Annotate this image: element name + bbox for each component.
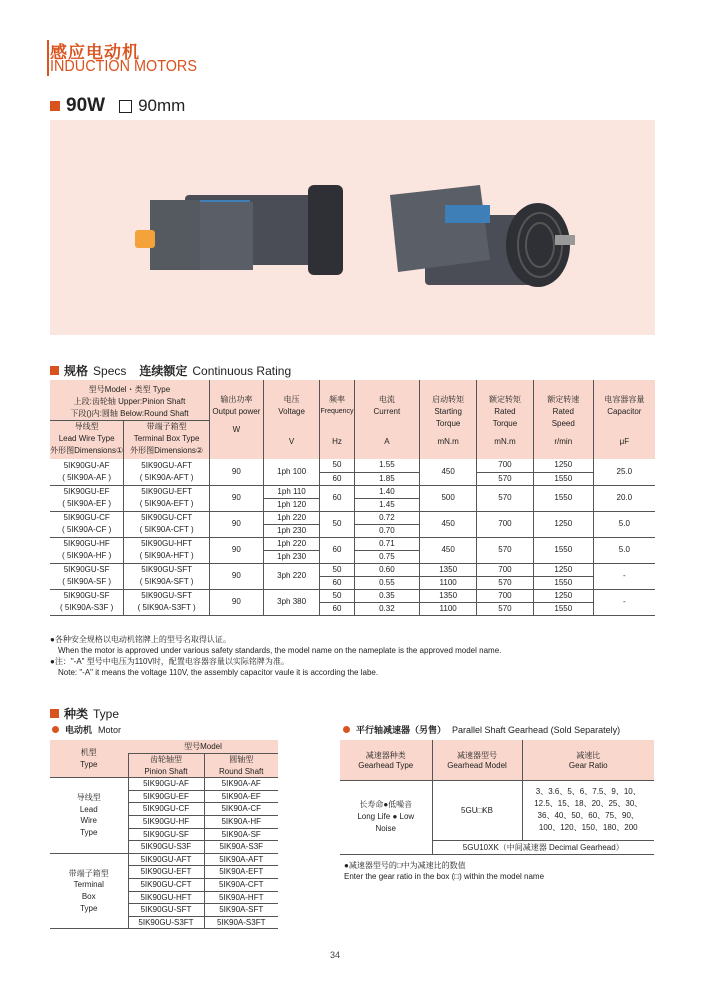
spec-lead-pinion: 5IK90GU-SF: [63, 591, 110, 600]
header-accent-bar: [47, 40, 49, 76]
spec-row: [50, 485, 655, 498]
spec-cell-power: 90: [209, 511, 263, 537]
header-title-en: INDUCTION MOTORS: [50, 58, 197, 75]
spec-cell-frequency: 60: [320, 576, 354, 589]
spec-cell-terminal: [124, 511, 210, 537]
specs-section-heading: [50, 362, 291, 379]
spec-cell-capacitor: 5.0: [593, 537, 655, 563]
model-power: 90W: [66, 95, 106, 116]
square-bullet-icon: [50, 366, 59, 375]
type-section-heading: [50, 705, 119, 722]
spec-table: [50, 380, 655, 616]
page-number: 34: [330, 950, 341, 960]
spec-header-model: 型号Model・类型 Type 上段:齿轮轴 Upper:Pinion Shaft 下段()内:圆轴 Below:Round Shaft: [50, 380, 209, 421]
spec-cell-rated-speed: 1550: [533, 576, 593, 589]
spec-cell-capacitor: 5.0: [593, 511, 655, 537]
spec-lead-pinion: 5IK90GU-SF: [63, 565, 110, 574]
spec-lead-round: ( 5IK90A-SF ): [62, 577, 112, 586]
spec-header-col-frequency: 频率 Frequency Hz: [320, 380, 354, 459]
motor-type-en: Wire: [80, 816, 97, 826]
spec-terminal-pinion: 5IK90GU-SFT: [141, 565, 192, 574]
gear-model-cell: 5GU□KB: [432, 780, 522, 840]
square-frame-icon: [119, 100, 132, 113]
spec-cell-rated-torque: 700: [477, 459, 534, 472]
spec-terminal-round: ( 5IK90A-CFT ): [139, 525, 194, 534]
spec-lead-round: ( 5IK90A-HF ): [61, 551, 112, 560]
type-title-cn: 种类: [64, 707, 89, 721]
spec-cell-rated-speed: 1550: [533, 472, 593, 485]
spec-cell-voltage: 1ph 220: [263, 511, 320, 524]
spec-cell-frequency: 50: [320, 563, 354, 576]
spec-body: [50, 459, 655, 615]
spec-header: [50, 380, 655, 459]
motor-pinion-model: 5IK90GU-S3F: [128, 841, 204, 854]
dot-bullet-icon: [343, 726, 350, 733]
motor-header-round: 圆轴型 Round Shaft: [204, 754, 278, 778]
spec-cell-starting-torque: 1100: [420, 602, 477, 615]
motor-type-cell: [50, 778, 128, 854]
spec-cell-frequency: 60: [320, 602, 354, 615]
gear-decimal-cell: 5GU10XK（中间减速器 Decimal Gearhead）: [432, 840, 654, 854]
spec-terminal-round: ( 5IK90A-SFT ): [139, 577, 194, 586]
spec-cell-voltage: 1ph 110: [263, 485, 320, 498]
spec-terminal-round: ( 5IK90A-AFT ): [139, 472, 194, 482]
note-line: ●各种安全规格以电动机铭牌上的型号名取得认证。: [50, 635, 231, 644]
motor-type-en: Box: [81, 892, 96, 902]
spec-cell-frequency: 50: [320, 511, 354, 537]
rating-title-cn: 连续额定: [139, 364, 188, 378]
motor-round-model: 5IK90A-AFT: [204, 853, 278, 866]
gear-note: ●减速器型号的□中为减速比的数值 Enter the gear ratio in the box (□) within the model name: [344, 861, 545, 881]
spec-terminal-pinion: 5IK90GU-AFT: [141, 460, 192, 470]
spec-terminal-pinion: 5IK90GU-CFT: [141, 513, 193, 522]
table-row: [50, 853, 278, 866]
spec-cell-rated-speed: 1250: [533, 459, 593, 472]
spec-cell-lead: [50, 485, 124, 511]
spec-cell-rated-speed: 1550: [533, 537, 593, 563]
gearhead-subheading: 平行轴减速器（另售） Parallel Shaft Gearhead (Sold Separately): [343, 723, 620, 736]
motor-type-cn: 导线型: [76, 793, 101, 803]
gear-type-cell: 长寿命●低噪音 Long Life ● Low Noise: [340, 780, 432, 854]
spec-cell-rated-speed: 1550: [533, 485, 593, 511]
spec-cell-starting-torque: 1350: [420, 563, 477, 576]
spec-cell-voltage: 3ph 220: [263, 563, 320, 589]
motor-round-model: 5IK90A-EF: [204, 790, 278, 803]
spec-cell-starting-torque: 500: [420, 485, 477, 511]
motor-round-model: 5IK90A-AF: [204, 778, 278, 791]
spec-cell-terminal: [124, 459, 210, 485]
spec-cell-frequency: 60: [320, 537, 354, 563]
spec-header-col-starting-torque: 启动转矩 Starting Torque mN.m: [420, 380, 477, 459]
spec-cell-lead: [50, 589, 124, 615]
spec-header-col-rated-torque: 额定转矩 Rated Torque mN.m: [477, 380, 534, 459]
spec-cell-frequency: 60: [320, 485, 354, 511]
motor-pinion-model: 5IK90GU-EF: [128, 790, 204, 803]
motor-round-model: 5IK90A-SF: [204, 828, 278, 841]
spec-cell-current: 0.35: [354, 589, 420, 602]
spec-row: [50, 511, 655, 524]
spec-lead-pinion: 5IK90GU-HF: [63, 539, 110, 548]
motor-type-en: Terminal: [73, 880, 104, 890]
square-bullet-icon: [50, 101, 60, 111]
rating-title-en: Continuous Rating: [192, 363, 292, 378]
motor-pinion-model: 5IK90GU-EFT: [128, 866, 204, 879]
spec-cell-frequency: 50: [320, 459, 354, 472]
spec-cell-terminal: [124, 563, 210, 589]
spec-cell-current: 1.55: [354, 459, 420, 472]
spec-row: [50, 563, 655, 576]
spec-header-col-power: 输出功率 Output power W: [209, 380, 263, 459]
spec-cell-current: 1.45: [354, 498, 420, 511]
spec-cell-rated-speed: 1250: [533, 589, 593, 602]
gear-header-model: 减速器型号 Gearhead Model: [432, 740, 522, 780]
spec-row: [50, 537, 655, 550]
dot-bullet-icon: [52, 726, 59, 733]
gear-header-type: 减速器种类 Gearhead Type: [340, 740, 432, 780]
motor-round-model: 5IK90A-CF: [204, 803, 278, 816]
spec-cell-lead: [50, 459, 124, 485]
motor-round-model: 5IK90A-CFT: [204, 878, 278, 891]
spec-cell-rated-speed: 1250: [533, 511, 593, 537]
spec-cell-starting-torque: 1350: [420, 589, 477, 602]
motor-header-model: 型号Model: [128, 740, 278, 754]
product-photo: [50, 120, 655, 335]
spec-lead-round: ( 5IK90A-EF ): [62, 499, 112, 508]
note-line: Note: "-A" it means the voltage 110V, the assembly capacitor vaule it is according the labe.: [58, 668, 379, 677]
spec-cell-lead: [50, 537, 124, 563]
motor-type-table: [50, 740, 278, 929]
motor-pinion-model: 5IK90GU-SF: [128, 828, 204, 841]
spec-cell-voltage: 1ph 220: [263, 537, 320, 550]
spec-cell-current: 0.55: [354, 576, 420, 589]
spec-cell-rated-torque: 700: [477, 589, 534, 602]
motor-header-type: 机型 Type: [50, 740, 128, 778]
motor-type-en: Type: [80, 828, 98, 838]
spec-header-col-capacitor: 电容器容量 Capacitor μF: [593, 380, 655, 459]
spec-terminal-pinion: 5IK90GU-EFT: [141, 487, 192, 496]
spec-cell-current: 0.72: [354, 511, 420, 524]
motor-pinion-model: 5IK90GU-CFT: [128, 878, 204, 891]
motor-pinion-model: 5IK90GU-AFT: [128, 853, 204, 866]
spec-lead-pinion: 5IK90GU-CF: [63, 513, 110, 522]
spec-cell-terminal: [124, 589, 210, 615]
header-title-cn: 感应电动机: [50, 43, 140, 62]
motor-pinion-model: 5IK90GU-SFT: [128, 904, 204, 917]
spec-cell-voltage: 1ph 230: [263, 524, 320, 537]
motor-pinion-model: 5IK90GU-CF: [128, 803, 204, 816]
spec-cell-starting-torque: 450: [420, 459, 477, 485]
note-line: ●注："-A" 型号中电压为110V时，配置电容器容量以实际铭牌为准。: [50, 657, 289, 666]
spec-cell-capacitor: -: [593, 589, 655, 615]
spec-cell-starting-torque: 450: [420, 511, 477, 537]
spec-cell-current: 1.85: [354, 472, 420, 485]
gear-ratio-cell: 3、3.6、5、6、7.5、9、10、 12.5、15、18、20、25、30、 36、40、50、60、75、90、 100、120、150、180、200: [522, 780, 654, 840]
motor-type-cn: 带端子箱型: [68, 868, 109, 878]
model-frame-size: 90mm: [138, 96, 186, 115]
spec-cell-voltage: 1ph 230: [263, 550, 320, 563]
spec-cell-rated-torque: 570: [477, 537, 534, 563]
spec-lead-pinion: 5IK90GU-EF: [63, 487, 110, 496]
spec-terminal-pinion: 5IK90GU-HFT: [141, 539, 193, 548]
spec-header-lead: 导线型 Lead Wire Type 外形图Dimensions①: [50, 421, 124, 460]
spec-cell-capacitor: 20.0: [593, 485, 655, 511]
spec-cell-power: 90: [209, 537, 263, 563]
spec-header-col-voltage: 电压 Voltage V: [263, 380, 320, 459]
motor-pinion-model: 5IK90GU-HF: [128, 815, 204, 828]
gear-header-ratio: 减速比 Gear Ratio: [522, 740, 654, 780]
spec-cell-terminal: [124, 537, 210, 563]
spec-cell-rated-speed: 1250: [533, 563, 593, 576]
spec-cell-current: 1.40: [354, 485, 420, 498]
motor-round-model: 5IK90A-HF: [204, 815, 278, 828]
spec-cell-rated-torque: 570: [477, 602, 534, 615]
spec-terminal-round: ( 5IK90A-HFT ): [139, 551, 194, 560]
spec-notes: [50, 634, 501, 678]
spec-cell-power: 90: [209, 563, 263, 589]
spec-cell-rated-torque: 570: [477, 576, 534, 589]
specs-title-cn: 规格: [64, 364, 89, 378]
motor-subheading: 电动机 Motor: [52, 723, 121, 736]
spec-terminal-pinion: 5IK90GU-SFT: [141, 591, 192, 600]
spec-lead-pinion: 5IK90GU-AF: [63, 460, 110, 470]
motor-round-model: 5IK90A-HFT: [204, 891, 278, 904]
motor-illustration: [50, 120, 655, 335]
spec-header-col-rated-speed: 额定转速 Rated Speed r/min: [533, 380, 593, 459]
square-bullet-icon: [50, 709, 59, 718]
motor-round-model: 5IK90A-S3F: [204, 841, 278, 854]
spec-terminal-round: ( 5IK90A-EFT ): [139, 499, 194, 508]
spec-cell-current: 0.70: [354, 524, 420, 537]
spec-lead-round: ( 5IK90A-S3F ): [59, 603, 114, 612]
model-heading: [50, 95, 185, 117]
motor-round-model: 5IK90A-EFT: [204, 866, 278, 879]
spec-cell-power: 90: [209, 459, 263, 485]
spec-cell-capacitor: -: [593, 563, 655, 589]
spec-cell-current: 0.60: [354, 563, 420, 576]
spec-cell-capacitor: 25.0: [593, 459, 655, 485]
spec-cell-rated-speed: 1550: [533, 602, 593, 615]
spec-cell-frequency: 60: [320, 472, 354, 485]
motor-round-model: 5IK90A-SFT: [204, 904, 278, 917]
type-title-en: Type: [93, 706, 120, 721]
spec-row: [50, 589, 655, 602]
spec-cell-starting-torque: 450: [420, 537, 477, 563]
note-line: When the motor is approved under various safety standards, the model name on the nameplate is the approved model name.: [58, 646, 502, 655]
motor-pinion-model: 5IK90GU-S3FT: [128, 916, 204, 929]
spec-cell-current: 0.71: [354, 537, 420, 550]
motor-pinion-model: 5IK90GU-AF: [128, 778, 204, 791]
spec-cell-lead: [50, 511, 124, 537]
motor-round-model: 5IK90A-S3FT: [204, 916, 278, 929]
motor-type-en: Lead: [79, 804, 98, 814]
gearhead-table: [340, 740, 654, 855]
spec-cell-current: 0.32: [354, 602, 420, 615]
spec-row: [50, 459, 655, 472]
spec-cell-rated-torque: 700: [477, 511, 534, 537]
spec-cell-starting-torque: 1100: [420, 576, 477, 589]
spec-header-terminal: 带端子箱型 Terminal Box Type 外形图Dimensions②: [124, 421, 210, 460]
motor-header-pinion: 齿轮轴型 Pinion Shaft: [128, 754, 204, 778]
spec-lead-round: ( 5IK90A-AF ): [62, 472, 112, 482]
spec-lead-round: ( 5IK90A-CF ): [61, 525, 112, 534]
motor-table-body: [50, 778, 278, 929]
spec-cell-lead: [50, 563, 124, 589]
spec-terminal-round: ( 5IK90A-S3FT ): [137, 603, 196, 612]
spec-cell-rated-torque: 570: [477, 472, 534, 485]
specs-title-en: Specs: [93, 363, 127, 378]
spec-cell-voltage: 1ph 120: [263, 498, 320, 511]
spec-cell-rated-torque: 570: [477, 485, 534, 511]
motor-type-en: Type: [80, 903, 98, 913]
table-row: [50, 778, 278, 791]
spec-cell-frequency: 50: [320, 589, 354, 602]
spec-header-col-current: 电流 Current A: [354, 380, 420, 459]
spec-cell-rated-torque: 700: [477, 563, 534, 576]
spec-cell-power: 90: [209, 589, 263, 615]
spec-cell-voltage: 1ph 100: [263, 459, 320, 485]
spec-cell-voltage: 3ph 380: [263, 589, 320, 615]
motor-pinion-model: 5IK90GU-HFT: [128, 891, 204, 904]
spec-cell-current: 0.75: [354, 550, 420, 563]
spec-cell-power: 90: [209, 485, 263, 511]
spec-cell-terminal: [124, 485, 210, 511]
motor-type-cell: [50, 853, 128, 929]
